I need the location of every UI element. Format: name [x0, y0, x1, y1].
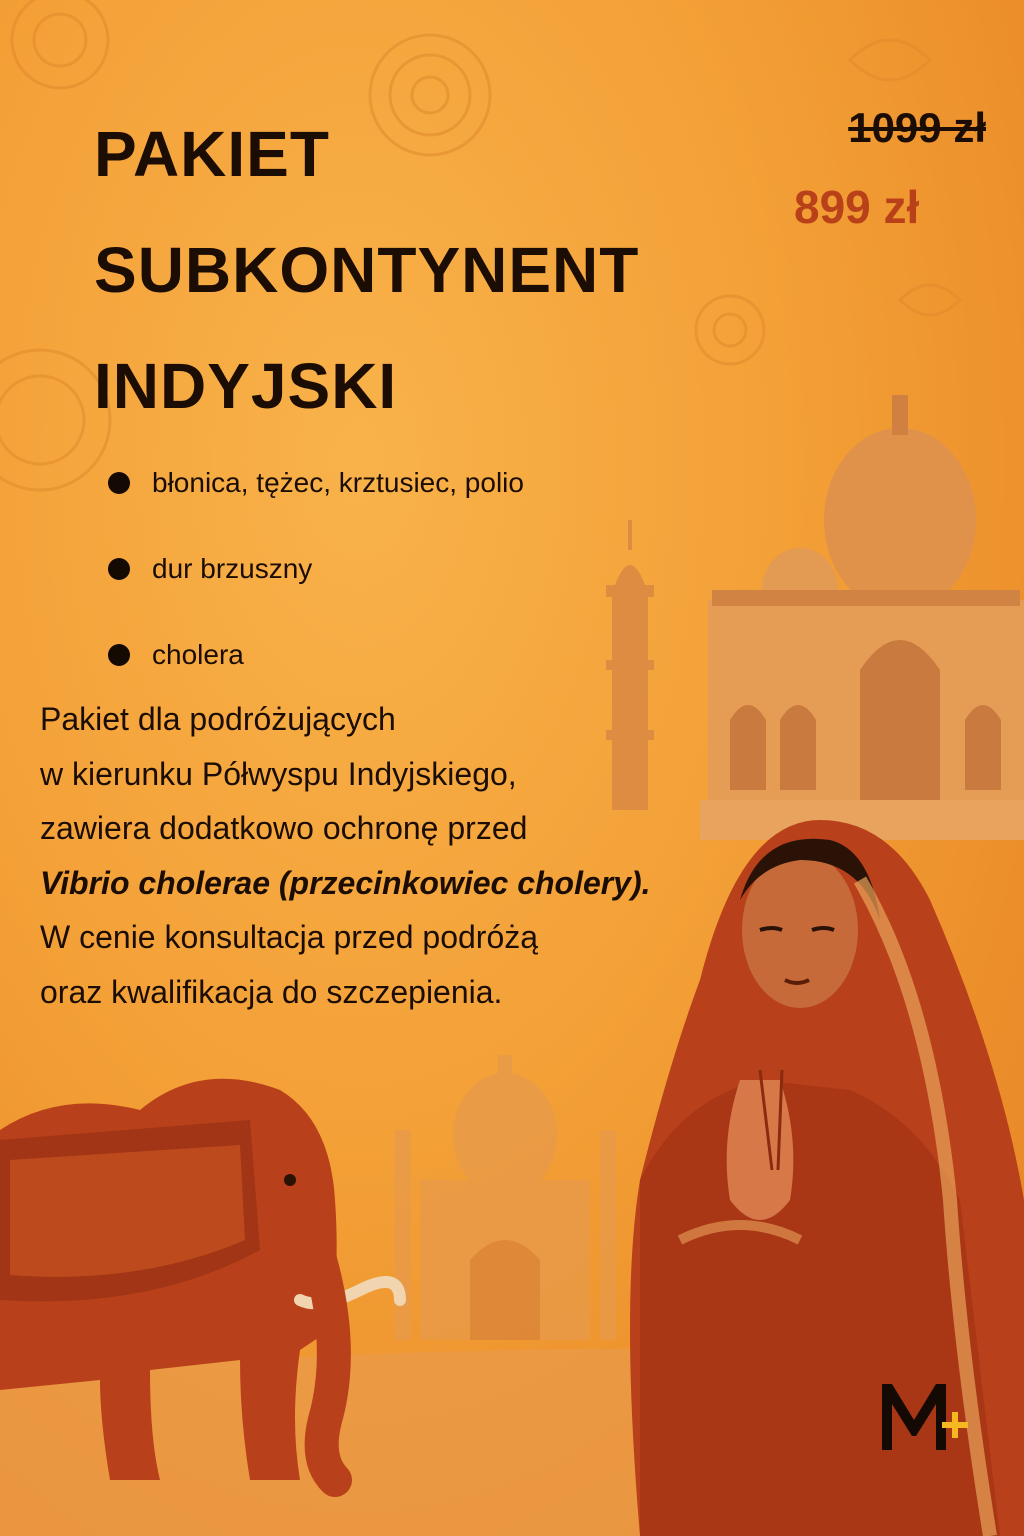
m-plus-logo-icon	[876, 1376, 972, 1456]
description-line: w kierunku Półwyspu Indyjskiego,	[40, 755, 517, 792]
bullet-dot-icon	[108, 558, 130, 580]
new-price: 899 zł	[794, 181, 920, 233]
vaccine-label: dur brzuszny	[152, 553, 313, 584]
description-line: W cenie konsultacja przed podróżą	[40, 919, 539, 955]
pathogen-name: Vibrio cholerae (przecinkowiec cholery).	[40, 864, 651, 901]
vaccine-item	[108, 526, 524, 612]
vaccine-label: cholera	[152, 639, 244, 670]
description-line: Pakiet dla podróżujących	[40, 701, 396, 737]
bullet-dot-icon	[108, 472, 130, 494]
package-title-line: SUBKONTYNENT	[94, 234, 640, 306]
bullet-dot-icon	[108, 644, 130, 666]
package-title	[94, 96, 639, 444]
vaccine-label: błonica, tężec, krztusiec, polio	[152, 467, 524, 498]
description-line: zawiera dodatkowo ochronę przed	[40, 810, 528, 846]
package-title-line: PAKIET	[94, 118, 330, 190]
vaccine-item	[108, 440, 524, 526]
vaccine-item	[108, 612, 524, 698]
vaccine-list	[108, 440, 524, 698]
description-line: oraz kwalifikacja do szczepienia.	[40, 973, 503, 1010]
package-title-line: INDYJSKI	[94, 350, 398, 422]
taj-mahal-distant	[395, 1055, 616, 1340]
old-price: 1099 zł	[848, 104, 986, 151]
package-description	[40, 692, 820, 1019]
